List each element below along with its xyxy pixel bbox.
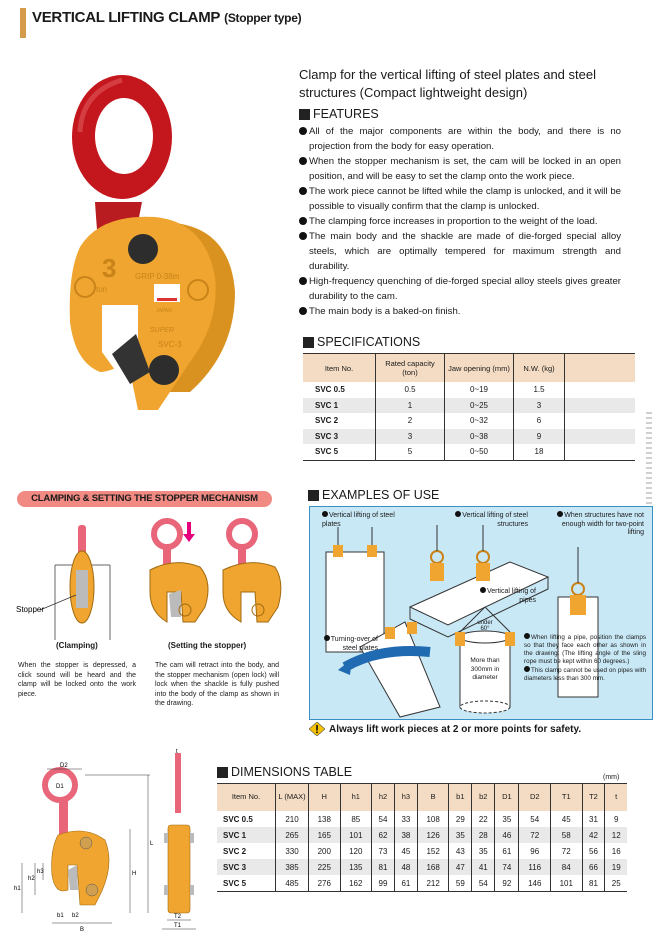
marking-unit: ton [96,285,108,294]
dim-cell: 35 [449,827,472,843]
features-heading [299,107,621,121]
spec-row [303,398,635,414]
spec-cell [565,382,636,398]
warning-text: Always lift work pieces at 2 or more points for safety. [329,723,582,735]
example-pipes-text: Vertical lifting of pipes [486,588,536,604]
dim-cell: 41 [472,859,495,875]
features-list [299,124,621,319]
dim-cell: 25 [611,878,621,888]
dim-cell: 59 [449,875,472,892]
dim-cell: 61 [394,875,417,892]
dim-cell: 116 [519,859,551,875]
spec-cell: 18 [514,444,565,460]
dim-cell: 162 [340,875,372,892]
label-h3: h3 [37,869,44,875]
stopper-caption: (Setting the stopper) [168,641,247,650]
specifications-heading-text: SPECIFICATIONS [317,335,421,349]
heading-square-icon [308,490,319,501]
dim-cell: 61 [495,843,519,859]
label-B: B [80,927,85,933]
dim-cell: 168 [417,859,449,875]
spec-cell: 3 [514,398,565,414]
bullet-icon [455,511,461,517]
spec-item-no: SVC 3 [303,429,376,445]
dimension-diagram [0,745,210,935]
dim-cell: 81 [372,859,395,875]
dim-cell: 54 [372,811,395,827]
warning-icon [309,722,325,736]
dim-cell: 146 [519,875,551,892]
dim-cell: 9 [613,814,619,824]
dim-cell: 42 [582,827,605,843]
bullet-icon [480,587,486,593]
safety-warning [309,722,581,736]
dim-col-header: b2 [472,784,495,812]
dim-header-row [217,784,627,812]
dim-col-header: T1 [551,784,583,812]
feature-item: The main body is a baked-on finish. [299,304,621,319]
dim-cell: 81 [582,875,605,892]
feature-item: All of the major components are within the body, and there is no projection from the body for easy operation. [299,124,621,154]
example-turning-text: Turning-over of steel plates [330,636,378,652]
stopper-description: The cam will retract into the body, and the stopper mechanism (open lock) will lock when the shackle is fully pushed into the body of the clamp as shown in the drawing. [155,662,279,707]
dim-cell: 46 [495,827,519,843]
spec-item-no: SVC 2 [303,413,376,429]
dim-item-no: SVC 5 [217,875,276,892]
feature-item: When the stopper mechanism is set, the cam will be locked in an open position, and will be easy to set the clamp onto the work piece. [299,154,621,184]
dim-cell: 96 [519,843,551,859]
spec-cell: 0~50 [445,444,514,460]
examples-illustration [310,507,652,719]
dim-cell: 330 [276,843,309,859]
spec-cell: 0.5 [376,382,445,398]
dim-cell: 62 [372,827,395,843]
marking-brand: SUPER [150,327,175,334]
dim-col-header: L (MAX) [276,784,309,812]
dim-col-header: t [605,784,627,812]
label-D1: D1 [56,784,64,790]
dim-cell: 165 [309,827,341,843]
dim-cell: 29 [449,811,472,827]
dim-item-no: SVC 3 [217,859,276,875]
label-b1: b1 [57,913,64,919]
dim-cell: 12 [605,827,627,843]
example-structures-text: Vertical lifting of steel structures [462,512,528,528]
label-T2: T2 [174,914,182,920]
dimensions-heading [217,765,352,779]
clamping-illustration [10,515,130,645]
product-photo [40,72,250,412]
bolt-bottom [149,355,179,385]
label-h1: h1 [14,886,21,892]
heading-square-icon [217,767,228,778]
pipe-note-2: This clamp cannot be used on pipes with diameters less than 300 mm. [524,667,646,682]
dim-cell: 385 [276,859,309,875]
specifications-table [303,353,635,461]
heading-square-icon [303,337,314,348]
example-plates-text: Vertical lifting of steel plates [322,512,395,528]
feature-item: The work piece cannot be lifted while the clamp is unlocked, and it will be possible to visually confirm that the clamp is unlocked. [299,184,621,214]
dim-cell: 47 [449,859,472,875]
spec-cell: 3 [376,429,445,445]
dim-cell: 120 [340,843,372,859]
dim-cell: 43 [449,843,472,859]
dim-col-header: h3 [394,784,417,812]
bullet-icon [524,633,530,639]
example-turning-label [316,635,378,653]
stopper-setting-illustration [145,512,285,632]
examples-heading-text: EXAMPLES OF USE [322,488,440,502]
dim-cell: 485 [276,875,309,892]
dim-cell: 152 [417,843,449,859]
dim-cell: 92 [495,875,519,892]
spec-col-blank [565,354,636,383]
spec-cell: 0~38 [445,429,514,445]
dim-item-no: SVC 0.5 [217,811,276,827]
bullet-icon [322,511,328,517]
dim-cell: 31 [582,811,605,827]
clamping-caption: (Clamping) [56,641,98,650]
spec-cell [565,444,636,460]
dim-col-header: b1 [449,784,472,812]
marking-model: SVC-3 [158,340,182,349]
dim-col-header: D1 [495,784,519,812]
angle-label: under 60° [477,620,493,632]
features-heading-text: FEATURES [313,107,379,121]
spec-item-no: SVC 0.5 [303,382,376,398]
unit-label: (mm) [603,774,620,781]
marking-origin: JAPAN [156,308,172,314]
spec-item-no: SVC 5 [303,444,376,460]
spec-cell: 1 [376,398,445,414]
spec-cell [565,413,636,429]
feature-item: High-frequency quenching of die-forged special alloy steels gives greater durability to the cam. [299,274,621,304]
stopper-label: Stopper [16,605,45,614]
down-arrow-icon [183,534,195,542]
spec-row [303,444,635,460]
spec-header-row [303,354,635,383]
dim-cell: 99 [372,875,395,892]
dim-col-header: D2 [519,784,551,812]
bullet-icon [524,666,530,672]
dim-cell: 48 [394,859,417,875]
spec-cell: 2 [376,413,445,429]
dim-cell: 212 [417,875,449,892]
dim-cell: 138 [309,811,341,827]
dim-cell: 84 [551,859,583,875]
specifications-heading [303,335,635,349]
label-H: H [132,871,137,877]
title-accent-bar [20,8,26,38]
example-narrow-label [544,511,644,538]
dim-cell: 210 [276,811,309,827]
dim-cell: 35 [495,811,519,827]
dim-cell: 35 [472,843,495,859]
examples-panel [309,506,653,720]
dim-item-no: SVC 1 [217,827,276,843]
dim-cell: 54 [472,875,495,892]
dim-cell: 54 [519,811,551,827]
dim-item-no: SVC 2 [217,843,276,859]
label-h2: h2 [28,876,35,882]
dimensions-heading-text: DIMENSIONS TABLE [231,765,353,779]
spec-cell: 6 [514,413,565,429]
spec-cell [565,398,636,414]
dim-cell: 72 [519,827,551,843]
spec-cell: 9 [514,429,565,445]
pipe-note [524,633,646,683]
dim-cell: 74 [495,859,519,875]
dim-cell: 73 [372,843,395,859]
dim-cell: 58 [551,827,583,843]
bolt-top [128,234,158,264]
label-T1: T1 [174,923,182,929]
intro-text: Clamp for the vertical lifting of steel plates and steel structures (Compact lightweight design) [299,67,596,100]
title-subtitle: (Stopper type) [224,11,302,25]
dim-row [217,843,627,859]
spec-item-no: SVC 1 [303,398,376,414]
dim-cell: 200 [309,843,341,859]
dimensions-table [217,783,627,892]
dim-col-header: T2 [582,784,605,812]
feature-item: The main body and the shackle are made of die-forged special alloy steels, which are optimally tempered for maximum strength and durability. [299,229,621,274]
dim-cell: 66 [582,859,605,875]
spec-row [303,413,635,429]
dim-cell: 72 [551,843,583,859]
spec-col-capacity: Rated capacity (ton) [376,354,445,383]
title-text: VERTICAL LIFTING CLAMP [32,9,221,26]
dim-cell: 135 [340,859,372,875]
label-L: L [150,841,154,847]
dim-cell: 85 [340,811,372,827]
label-b2: b2 [72,913,79,919]
dim-cell: 101 [340,827,372,843]
dim-cell: 28 [472,827,495,843]
spec-cell: 1.5 [514,382,565,398]
label-D2: D2 [60,763,68,769]
spec-col-jaw: Jaw opening (mm) [445,354,514,383]
diameter-label: More than 300mm in diameter [470,657,500,681]
spec-col-item: Item No. [303,354,376,383]
dim-cell: 276 [309,875,341,892]
page-title [32,9,301,26]
spec-cell: 0~25 [445,398,514,414]
dim-cell: 22 [472,811,495,827]
specifications-section [303,335,635,461]
dim-cell: 225 [309,859,341,875]
dim-cell: 33 [394,811,417,827]
clamping-heading: CLAMPING & SETTING THE STOPPER MECHANISM [17,491,272,507]
label-t: t [176,749,178,755]
dim-cell: 19 [605,859,627,875]
dim-row [217,811,627,827]
marking-grip: GRIP 0-38m [135,272,180,281]
spec-cell: 0~19 [445,382,514,398]
dim-col-header: B [417,784,449,812]
dim-cell: 56 [582,843,605,859]
dim-col-header: Item No. [217,784,276,812]
feature-item: The clamping force increases in proportion to the weight of the load. [299,214,621,229]
dim-cell: 126 [417,827,449,843]
dim-row [217,875,627,892]
dim-cell: 101 [551,875,583,892]
dim-cell: 265 [276,827,309,843]
dim-cell: 108 [417,811,449,827]
spec-cell [565,429,636,445]
dim-row [217,859,627,875]
dim-col-header: h1 [340,784,372,812]
dim-cell: 45 [394,843,417,859]
bullet-icon [324,635,330,641]
dim-col-header: h2 [372,784,395,812]
spec-row [303,382,635,398]
spec-col-weight: N.W. (kg) [514,354,565,383]
clamping-description: When the stopper is depressed, a click sound will be heard and the clamp will be locked onto the work piece. [18,662,136,698]
example-structures-label [448,511,528,529]
dim-cell: 38 [394,827,417,843]
marking-capacity: 3 [102,253,117,283]
example-narrow-text: When structures have not enough width for two-point lifting [561,512,644,536]
pipe-note-1: When lifting a pipe, position the clamps so that they face each other as shown in the drawing. (The lifting angle of the sling rope must be kept within 60 degrees.) [524,634,646,665]
spec-cell: 5 [376,444,445,460]
dim-cell: 16 [611,846,621,856]
examples-heading [308,488,439,502]
spec-cell: 0~32 [445,413,514,429]
example-plates-label [322,511,412,529]
example-pipes-label [470,587,536,605]
dim-row [217,827,627,843]
heading-square-icon [299,109,310,120]
dim-col-header: H [309,784,341,812]
spec-row [303,429,635,445]
dim-cell: 45 [551,811,583,827]
features-section [299,107,621,319]
bullet-icon [557,511,563,517]
